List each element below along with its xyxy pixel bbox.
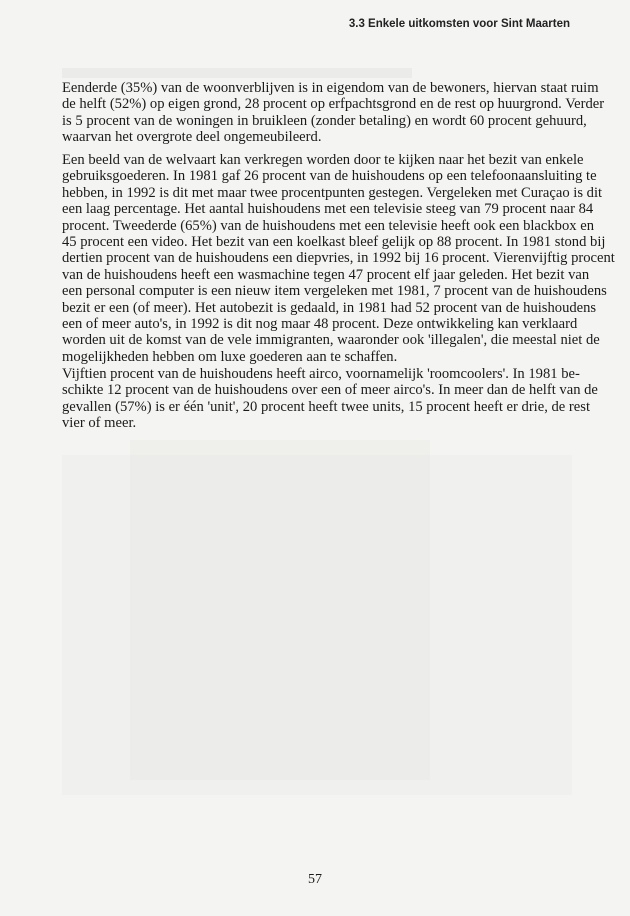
text-line: procent. Tweederde (65%) van de huishoudens met een televisie heeft ook een blackbox en: [62, 217, 594, 234]
text-line: een of meer auto's, in 1992 is dit nog maar 48 procent. Deze ontwikkeling kan verklaard: [62, 315, 578, 332]
text-line: worden uit de komst van de vele immigranten, waaronder ook 'illegalen', die meestal niet de: [62, 332, 600, 349]
text-line: 45 procent een video. Het bezit van een koelkast bleef gelijk op 88 procent. In 1981 stond bij: [62, 233, 606, 250]
paragraph-2: [62, 152, 615, 365]
text-line: gevallen (57%) is er één 'unit', 20 procent heeft twee units, 15 procent heeft er drie, de rest: [62, 398, 590, 415]
text-line: gebruiksgoederen. In 1981 gaf 26 procent van de huishoudens op een telefoonaansluiting te: [62, 168, 597, 185]
text-line: mogelijkheden hebben om luxe goederen aan te schaffen.: [62, 348, 398, 365]
running-header: 3.3 Enkele uitkomsten voor Sint Maarten: [348, 18, 570, 30]
page-number: 57: [308, 872, 322, 887]
paragraph-1: [62, 80, 605, 146]
bleed-through-text: [62, 455, 572, 795]
text-line: waarvan het overgrote deel ongemeubileerd.: [62, 129, 322, 146]
text-line: van de huishoudens heeft een wasmachine tegen 47 procent elf jaar geleden. Het bezit van: [62, 266, 590, 283]
text-line: de helft (52%) op eigen grond, 28 procent op erfpachtsgrond en de rest op huurgrond. Verder: [62, 96, 605, 113]
text-line: hebben, in 1992 is dit met maar twee procentpunten gestegen. Vergeleken met Curaçao is dit: [62, 184, 603, 201]
text-line: een personal computer is een nieuw item vergeleken met 1981, 7 procent van de huishoudens: [62, 283, 607, 300]
text-line: schikte 12 procent van de huishoudens over een of meer airco's. In meer dan de helft van de: [62, 382, 598, 399]
bleed-through-heading: [62, 68, 412, 78]
paragraph-3: [62, 366, 598, 432]
text-line: een laag percentage. Het aantal huishoudens met een televisie steeg van 79 procent naar 84: [62, 201, 594, 218]
text-line: Eenderde (35%) van de woonverblijven is in eigendom van de bewoners, hiervan staat ruim: [62, 80, 599, 96]
text-line: Een beeld van de welvaart kan verkregen worden door te kijken naar het bezit van enkele: [62, 152, 584, 168]
text-line: Vijftien procent van de huishoudens heeft airco, voornamelijk 'roomcoolers'. In 1981 be-: [62, 366, 580, 382]
text-line: bezit er een (of meer). Het autobezit is gedaald, in 1981 had 52 procent van de huishoudens: [62, 299, 597, 316]
text-line: is 5 procent van de woningen in bruikleen (zonder betaling) en wordt 60 procent gehuurd,: [62, 112, 587, 129]
text-line: vier of meer.: [62, 415, 137, 432]
text-line: dertien procent van de huishoudens een diepvries, in 1992 bij 16 procent. Vierenvijftig procent: [62, 250, 615, 267]
